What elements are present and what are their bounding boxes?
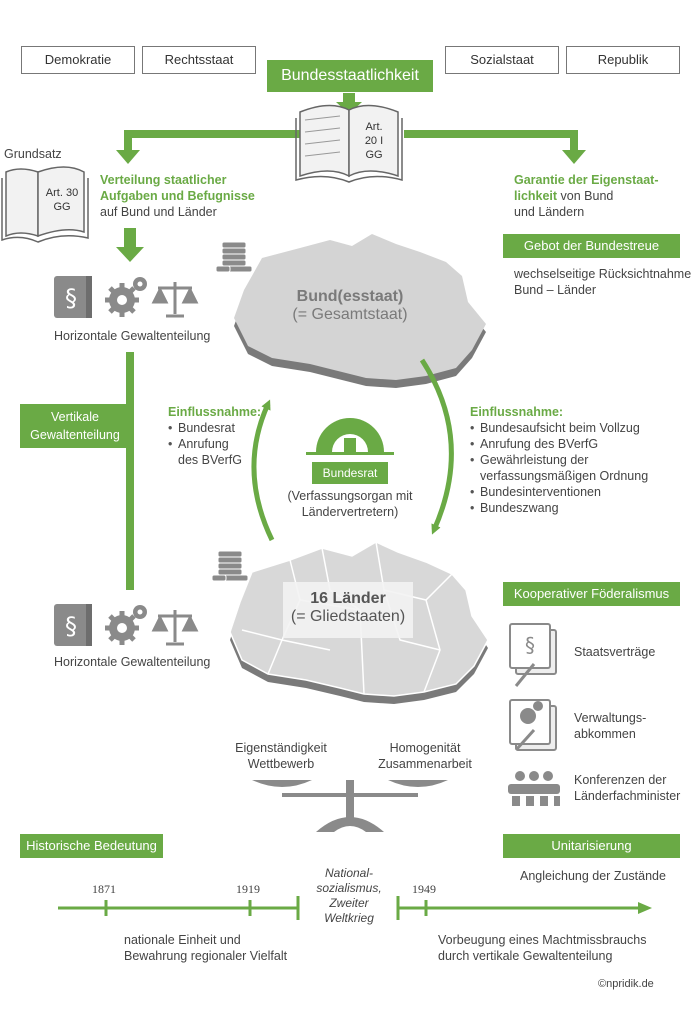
- grundsatz-label: Grundsatz: [4, 147, 62, 161]
- laender-line1: 16 Länder: [310, 590, 386, 607]
- arrow-verteilung-down: [116, 228, 144, 262]
- art30-line1: Art. 30: [45, 187, 79, 199]
- contract-icon: [510, 624, 556, 686]
- ns-period-text: [302, 866, 396, 926]
- einfluss-left-item: • Anrufung: [168, 436, 288, 452]
- bundesrat-text: [270, 488, 430, 520]
- art20-line3: GG: [365, 149, 383, 161]
- timeline-left: [58, 896, 298, 920]
- einfluss-right-item: • Bundesaufsicht beim Vollzug: [470, 420, 670, 436]
- law-book-icon-1: [54, 276, 92, 318]
- bundesrat-line2: Ländervertretern): [301, 505, 399, 519]
- bundesrat-bar: Bundesrat: [312, 462, 388, 484]
- bundestreue-bar: Gebot der Bundestreue: [503, 234, 680, 258]
- historisch-bar: Historische Bedeutung: [20, 834, 163, 858]
- ns-line2: sozialismus,: [316, 881, 382, 895]
- kooperativ-bar: Kooperativer Föderalismus: [503, 582, 680, 606]
- balance-scale-icon: [252, 780, 448, 832]
- einfluss-right-item: • Anrufung des BVerfG: [470, 436, 670, 452]
- kooperativ-item-2-line1: Verwaltungs-: [574, 711, 647, 725]
- scale-left-text: [226, 740, 336, 772]
- svg-text:§: §: [65, 612, 77, 640]
- einfluss-left-item-cont: des BVerfG: [178, 453, 242, 467]
- scale-right-line2: Zusammenarbeit: [378, 757, 472, 771]
- bund-line2: (= Gesamtstaat): [292, 306, 408, 323]
- law-book-icon-2: [54, 604, 92, 646]
- horizontal-label-2: Horizontale Gewaltenteilung: [54, 655, 211, 669]
- year-1949: 1949: [412, 882, 436, 896]
- kooperativ-item-3-line1: Konferenzen der: [574, 773, 667, 787]
- timeline-left-text: [124, 932, 287, 964]
- garantie-text: [514, 172, 694, 220]
- year-1871: 1871: [92, 882, 116, 896]
- svg-text:§: §: [65, 284, 77, 312]
- bund-line1: Bund(esstaat): [296, 288, 404, 305]
- bundesrat-line1: (Verfassungsorgan mit: [287, 489, 413, 503]
- vertikal-line1: Vertikale: [51, 410, 99, 424]
- unitarisierung-bar: Unitarisierung: [503, 834, 680, 858]
- ns-line3: Zweiter: [329, 896, 369, 910]
- verteilung-bold-1: Verteilung staatlicher: [100, 173, 227, 187]
- verteilung-rest: auf Bund und Länder: [100, 205, 217, 219]
- timeline-left-line2: Bewahrung regionaler Vielfalt: [124, 949, 288, 963]
- scales-icon-2: [154, 610, 196, 644]
- kooperativ-item-3-line2: Länderfachminister: [574, 789, 681, 803]
- main-title-bar: Bundesstaatlichkeit: [267, 60, 433, 92]
- art30-line2: GG: [53, 201, 71, 213]
- timeline-right: [398, 896, 652, 920]
- einfluss-right-title: Einflussnahme:: [470, 405, 564, 419]
- scale-right-text: [370, 740, 480, 772]
- conference-icon: [508, 771, 560, 806]
- einfluss-left: [168, 404, 288, 468]
- copyright: ©npridik.de: [598, 978, 654, 990]
- kooperativ-item-3: [574, 772, 680, 804]
- coins-icon-2: [212, 551, 248, 581]
- bund-label: [270, 288, 430, 324]
- art20-line2: 20 I: [364, 135, 384, 147]
- garantie-rest-1: von Bund: [557, 189, 614, 203]
- kooperativ-item-2-line2: abkommen: [574, 727, 636, 741]
- art30-label: [40, 186, 84, 214]
- einfluss-right-item: • Bundeszwang: [470, 500, 670, 516]
- timeline-right-line2: durch vertikale Gewaltenteilung: [438, 949, 613, 963]
- scale-left-line1: Eigenständigkeit: [235, 741, 327, 755]
- verteilung-text: [100, 172, 280, 220]
- year-1919: 1919: [236, 882, 260, 896]
- bundestreue-text: [514, 266, 694, 298]
- horizontal-label-1: Horizontale Gewaltenteilung: [54, 329, 211, 343]
- sozialstaat-box: Sozialstaat: [445, 46, 559, 74]
- timeline-left-line1: nationale Einheit und: [124, 933, 241, 947]
- kooperativ-item-1: [574, 644, 655, 660]
- coins-icon-1: [216, 242, 252, 272]
- agreement-icon: [510, 700, 556, 750]
- bundesrat-dome-icon: [306, 418, 394, 455]
- einfluss-right-item: • Gewährleistung der: [470, 452, 670, 468]
- laender-label: [283, 590, 413, 626]
- vertical-separation-line: [126, 352, 134, 590]
- laender-line2: (= Gliedstaaten): [290, 608, 406, 625]
- demokratie-box: Demokratie: [21, 46, 135, 74]
- unitarisierung-text: Angleichung der Zustände: [520, 869, 666, 883]
- bundestreue-line2: Bund – Länder: [514, 283, 597, 297]
- gears-icon-1: [105, 277, 147, 317]
- art20-label: [356, 120, 392, 162]
- scale-left-line2: Wettbewerb: [247, 757, 315, 771]
- garantie-bold-1: Garantie der Eigenstaat-: [514, 173, 659, 187]
- kooperativ-item-2: [574, 710, 646, 742]
- gears-icon-2: [105, 605, 147, 645]
- verteilung-bold-2: Aufgaben und Befugnisse: [100, 189, 255, 203]
- garantie-bold-2: lichkeit: [514, 189, 558, 203]
- art20-line1: Art.: [365, 121, 383, 133]
- rechtsstaat-box: Rechtsstaat: [142, 46, 256, 74]
- vertikal-line2: Gewaltenteilung: [30, 428, 120, 442]
- republik-box: Republik: [566, 46, 680, 74]
- scales-icon-1: [154, 282, 196, 316]
- einfluss-right-item-cont: verfassungsmäßigen Ordnung: [480, 469, 649, 483]
- vertikal-bar: [20, 404, 130, 448]
- timeline-right-line1: Vorbeugung eines Machtmissbrauchs: [438, 933, 647, 947]
- einfluss-left-item: • Bundesrat: [168, 420, 288, 436]
- einfluss-right: [470, 404, 670, 516]
- einfluss-left-title: Einflussnahme:: [168, 405, 262, 419]
- svg-text:§: §: [525, 633, 535, 657]
- kooperativ-item-1-line1: Staatsverträge: [574, 645, 656, 659]
- ns-line1: National-: [324, 866, 374, 880]
- garantie-rest-2: und Ländern: [514, 205, 585, 219]
- einfluss-right-item: • Bundesinterventionen: [470, 484, 670, 500]
- bundestreue-line1: wechselseitige Rücksichtnahme: [514, 267, 692, 281]
- ns-line4: Weltkrieg: [324, 911, 374, 925]
- timeline-right-text: [438, 932, 646, 964]
- scale-right-line1: Homogenität: [389, 741, 461, 755]
